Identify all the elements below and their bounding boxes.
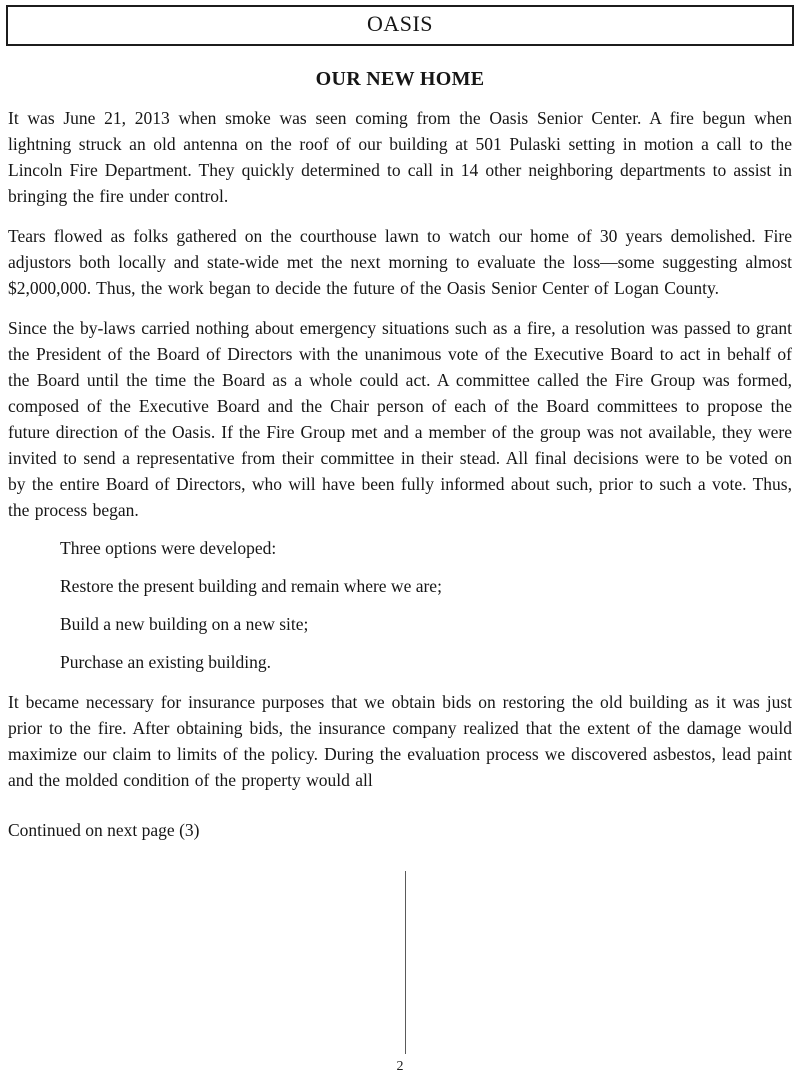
paragraph-insurance: It became necessary for insurance purposes that we obtain bids on restoring the old building as it was just prior to the fire. After obtaining bids, the insurance company realized that the extent of the damage would maximize our claim to limits of the policy. During the evaluation process we discovered asbestos, lead paint and the molded condition of the property would all <box>8 692 792 790</box>
masthead-box <box>6 5 794 46</box>
article-heading: OUR NEW HOME <box>315 68 485 90</box>
article-body <box>0 68 800 843</box>
paragraph-fire-group: Since the by-laws carried nothing about emergency situations such as a fire, a resolution was passed to grant the President of the Board of Directors with the unanimous vote of the Executive Board to act in behalf of the Board until the time the Board as a whole could act. A committee called the Fire Group was formed, composed of the Executive Board and the Chair person of each of the Board committees to propose the future direction of the Oasis. If the Fire Group met and a member of the group was not available, they were invited to send a representative from their committee in their stead. All final decisions were to be voted on by the entire Board of Directors, who will have been fully informed about such, prior to such a vote. Thus, the process began. <box>8 318 792 520</box>
option-purchase: Purchase an existing building. <box>60 652 271 672</box>
continued-note: Continued on next page (3) <box>8 820 200 840</box>
masthead-title: OASIS <box>366 11 434 36</box>
options-intro: Three options were developed: <box>60 538 277 558</box>
option-build: Build a new building on a new site; <box>60 614 309 634</box>
paragraph-fire: It was June 21, 2013 when smoke was seen coming from the Oasis Senior Center. A fire begun when lightning struck an old antenna on the roof of our building at 501 Pulaski setting in motion a call to the Lincoln Fire Department. They quickly determined to call in 14 other neighboring departments to assist in bringing the fire under control. <box>8 108 792 206</box>
page-number: 2 <box>396 1059 404 1074</box>
column-divider <box>405 871 406 1054</box>
newsletter-page <box>0 5 800 1074</box>
option-restore: Restore the present building and remain where we are; <box>60 576 442 596</box>
paragraph-demolition: Tears flowed as folks gathered on the courthouse lawn to watch our home of 30 years demolished. Fire adjustors both locally and state-wide met the next morning to evaluate the loss—some suggesting almost $2,000,000. Thus, the work began to decide the future of the Oasis Senior Center of Logan County. <box>8 226 792 298</box>
